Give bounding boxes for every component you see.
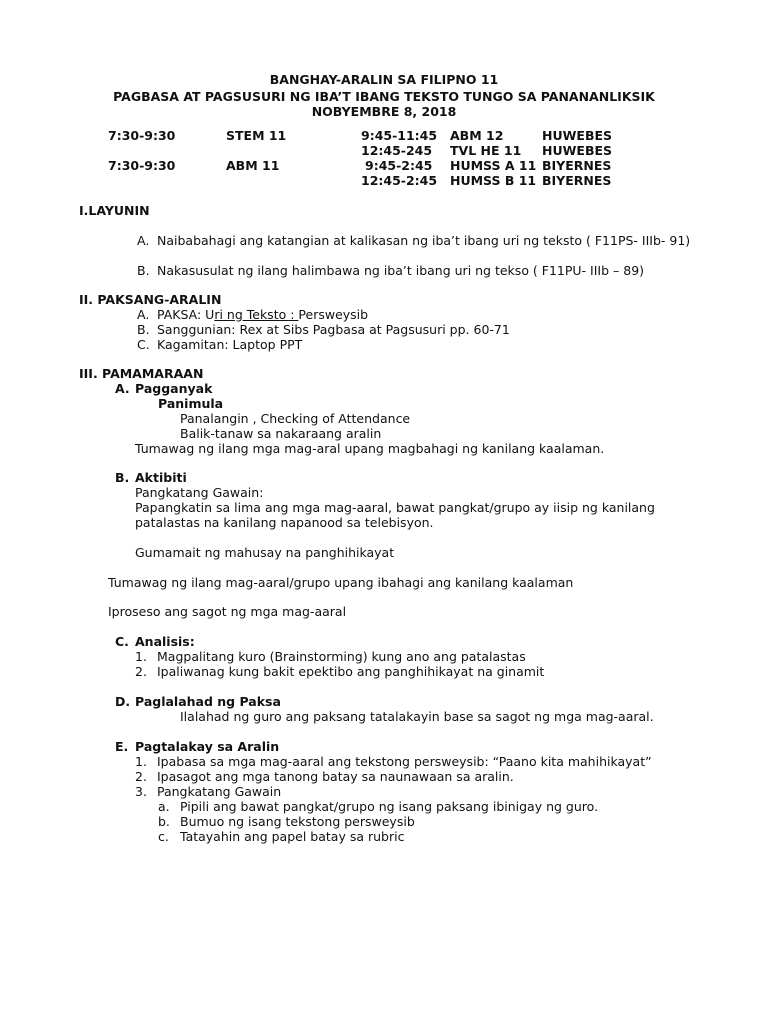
document-subtitle: PAGBASA AT PAGSUSURI NG IBA’T IBANG TEKSTO TUNGO SA PANANANLIKSIK xyxy=(113,89,655,104)
schedule-time: 7:30-9:30 xyxy=(108,128,176,143)
schedule-time: 9:45-11:45 xyxy=(361,128,438,143)
list-marker: a. xyxy=(158,799,170,814)
list-marker: 1. xyxy=(135,649,147,664)
section-heading-layunin: I.LAYUNIN xyxy=(79,203,150,218)
subsection-title: Paglalahad ng Paksa xyxy=(135,694,281,709)
body-line: Balik-tanaw sa nakaraang aralin xyxy=(180,426,382,441)
schedule-day: HUWEBES xyxy=(542,143,613,158)
schedule-section: TVL HE 11 xyxy=(450,143,522,158)
list-marker: B. xyxy=(115,470,130,485)
schedule-section: STEM 11 xyxy=(226,128,287,143)
list-marker: c. xyxy=(158,829,169,844)
list-marker: A. xyxy=(115,381,130,396)
list-marker: b. xyxy=(158,814,170,829)
list-item: Magpalitang kuro (Brainstorming) kung ano ang patalastas xyxy=(157,649,526,664)
body-paragraph: Iproseso ang sagot ng mga mag-aaral xyxy=(108,604,347,619)
document-title: BANGHAY-ARALIN SA FILIPNO 11 xyxy=(269,72,499,87)
paksa-value: Persweysib xyxy=(298,307,369,322)
paksa-underlined: ri ng Teksto : xyxy=(214,307,299,322)
body-line: Panalangin , Checking of Attendance xyxy=(180,411,411,426)
list-subitem: Bumuo ng isang tekstong persweysib xyxy=(180,814,415,829)
objective-item: Naibabahagi ang katangian at kalikasan ng iba’t ibang uri ng teksto ( F11PS- IIIb- 91) xyxy=(157,233,691,248)
list-marker: D. xyxy=(115,694,131,709)
body-line: Pangkatang Gawain: xyxy=(135,485,264,500)
subsection-title: Pagganyak xyxy=(135,381,213,396)
schedule-time: 12:45-2:45 xyxy=(361,173,438,188)
list-marker: C. xyxy=(137,337,150,352)
body-line: Ilalahad ng guro ang paksang tatalakayin base sa sagot ng mga mag-aaral. xyxy=(180,709,654,724)
subsection-title: Analisis: xyxy=(135,634,195,649)
subsection-title: Aktibiti xyxy=(135,470,187,485)
schedule-day: BIYERNES xyxy=(542,173,612,188)
kagamitan-line: Kagamitan: Laptop PPT xyxy=(157,337,303,352)
schedule-day: BIYERNES xyxy=(542,158,612,173)
schedule-section: HUMSS A 11 xyxy=(450,158,537,173)
section-heading-pamamaraan: III. PAMAMARAAN xyxy=(79,366,204,381)
list-marker: C. xyxy=(115,634,129,649)
list-marker: 3. xyxy=(135,784,147,799)
document-date: NOBYEMBRE 8, 2018 xyxy=(311,104,457,119)
list-marker: 1. xyxy=(135,754,147,769)
schedule-section: HUMSS B 11 xyxy=(450,173,537,188)
list-item: Ipasagot ang mga tanong batay sa naunawaan sa aralin. xyxy=(157,769,514,784)
list-item: Pangkatang Gawain xyxy=(157,784,282,799)
list-marker: A. xyxy=(137,307,150,322)
body-line: Tumawag ng ilang mga mag-aral upang magbahagi ng kanilang kaalaman. xyxy=(135,441,605,456)
schedule-section: ABM 12 xyxy=(450,128,504,143)
body-line: Papangkatin sa lima ang mga mag-aaral, bawat pangkat/grupo ay iisip ng kanilang xyxy=(135,500,655,515)
subsection-subtitle: Panimula xyxy=(158,396,224,411)
list-marker: A. xyxy=(137,233,150,248)
schedule-section: ABM 11 xyxy=(226,158,280,173)
paksa-label: PAKSA: U xyxy=(157,307,215,322)
section-heading-paksang-aralin: II. PAKSANG-ARALIN xyxy=(79,292,222,307)
schedule-time: 12:45-245 xyxy=(361,143,433,158)
list-marker: B. xyxy=(137,263,150,278)
objective-item: Nakasusulat ng ilang halimbawa ng iba’t ibang uri ng tekso ( F11PU- IIIb – 89) xyxy=(157,263,645,278)
schedule-time: 9:45-2:45 xyxy=(365,158,433,173)
subsection-title: Pagtalakay sa Aralin xyxy=(135,739,280,754)
body-line: Gumamait ng mahusay na panghihikayat xyxy=(135,545,395,560)
paksa-line xyxy=(157,307,368,322)
list-marker: 2. xyxy=(135,664,147,679)
sanggunian-line: Sanggunian: Rex at Sibs Pagbasa at Pagsusuri pp. 60-71 xyxy=(157,322,510,337)
schedule-time: 7:30-9:30 xyxy=(108,158,176,173)
list-marker: E. xyxy=(115,739,129,754)
list-marker: 2. xyxy=(135,769,147,784)
body-paragraph: Tumawag ng ilang mag-aaral/grupo upang ibahagi ang kanilang kaalaman xyxy=(108,575,574,590)
schedule-day: HUWEBES xyxy=(542,128,613,143)
body-line: patalastas na kanilang napanood sa telebisyon. xyxy=(135,515,434,530)
list-marker: B. xyxy=(137,322,150,337)
list-item: Ipaliwanag kung bakit epektibo ang panghihikayat na ginamit xyxy=(157,664,545,679)
list-subitem: Pipili ang bawat pangkat/grupo ng isang paksang ibinigay ng guro. xyxy=(180,799,599,814)
list-subitem: Tatayahin ang papel batay sa rubric xyxy=(180,829,405,844)
list-item: Ipabasa sa mga mag-aaral ang tekstong persweysib: “Paano kita mahihikayat” xyxy=(157,754,652,769)
